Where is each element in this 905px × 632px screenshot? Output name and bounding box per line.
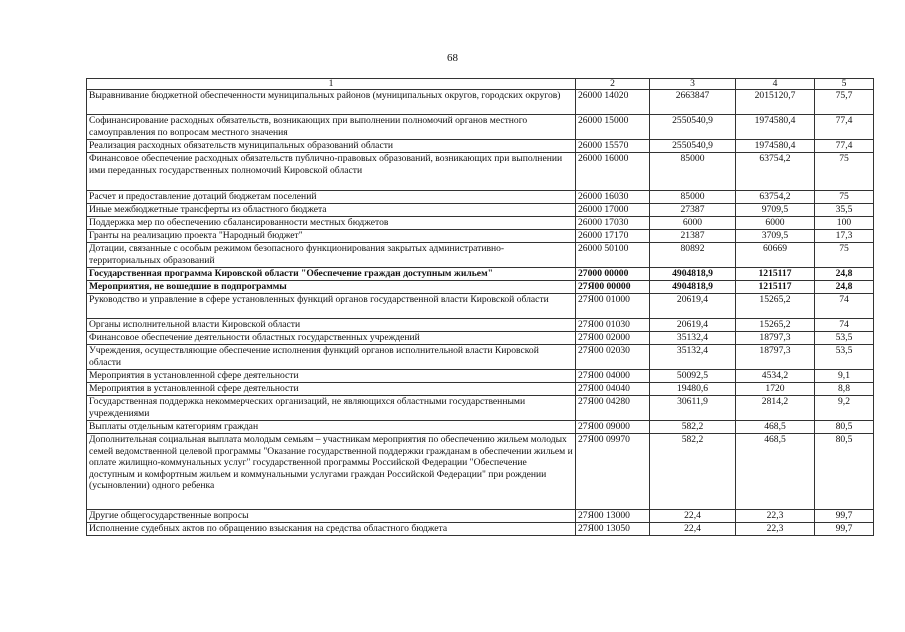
table-row — [87, 191, 874, 204]
table-row — [87, 153, 874, 191]
row-code-cell: 27Я00 02000 — [576, 332, 650, 345]
row-percent-cell: 17,3 — [815, 230, 874, 243]
header-col-3: 3 — [650, 79, 736, 90]
row-percent-cell: 53,5 — [815, 332, 874, 345]
row-plan-cell: 582,2 — [650, 434, 736, 510]
table-row — [87, 383, 874, 396]
row-code-cell: 26000 17000 — [576, 204, 650, 217]
row-plan-cell: 4904818,9 — [650, 281, 736, 294]
table-row — [87, 523, 874, 536]
row-plan-cell: 20619,4 — [650, 294, 736, 319]
row-name-cell: Государственная программа Кировской области "Обеспечение граждан доступным жильем" — [87, 268, 576, 281]
row-percent-cell: 80,5 — [815, 421, 874, 434]
row-plan-cell: 50092,5 — [650, 370, 736, 383]
row-code-cell: 27Я00 09000 — [576, 421, 650, 434]
row-code-cell: 26000 15570 — [576, 140, 650, 153]
header-col-4: 4 — [736, 79, 815, 90]
row-name-cell: Выравнивание бюджетной обеспеченности муниципальных районов (муниципальных округов, городских округов) — [87, 90, 576, 115]
row-name-cell: Мероприятия в установленной сфере деятельности — [87, 370, 576, 383]
table-row — [87, 434, 874, 510]
table-row — [87, 115, 874, 140]
row-plan-cell: 2550540,9 — [650, 140, 736, 153]
row-name-cell: Исполнение судебных актов по обращению взыскания на средства областного бюджета — [87, 523, 576, 536]
row-actual-cell: 3709,5 — [736, 230, 815, 243]
row-plan-cell: 21387 — [650, 230, 736, 243]
table-row — [87, 396, 874, 421]
row-plan-cell: 22,4 — [650, 510, 736, 523]
row-actual-cell: 1974580,4 — [736, 140, 815, 153]
row-plan-cell: 80892 — [650, 243, 736, 268]
row-plan-cell: 22,4 — [650, 523, 736, 536]
row-code-cell: 27Я00 09970 — [576, 434, 650, 510]
row-actual-cell: 22,3 — [736, 523, 815, 536]
row-percent-cell: 77,4 — [815, 140, 874, 153]
row-plan-cell: 2663847 — [650, 90, 736, 115]
table-row — [87, 268, 874, 281]
row-percent-cell: 77,4 — [815, 115, 874, 140]
row-percent-cell: 75 — [815, 153, 874, 191]
row-actual-cell: 63754,2 — [736, 191, 815, 204]
row-plan-cell: 6000 — [650, 217, 736, 230]
row-percent-cell: 99,7 — [815, 523, 874, 536]
row-actual-cell: 1215117 — [736, 281, 815, 294]
row-name-cell: Органы исполнительной власти Кировской области — [87, 319, 576, 332]
row-actual-cell: 15265,2 — [736, 319, 815, 332]
row-actual-cell: 22,3 — [736, 510, 815, 523]
row-actual-cell: 6000 — [736, 217, 815, 230]
row-code-cell: 27Я00 00000 — [576, 281, 650, 294]
row-percent-cell: 74 — [815, 294, 874, 319]
row-percent-cell: 9,2 — [815, 396, 874, 421]
row-actual-cell: 468,5 — [736, 421, 815, 434]
row-percent-cell: 74 — [815, 319, 874, 332]
row-plan-cell: 20619,4 — [650, 319, 736, 332]
table-row — [87, 90, 874, 115]
row-name-cell: Финансовое обеспечение расходных обязательств публично-правовых образований, возникающих при выполнении ими переданных государственных полномочий Кировской области — [87, 153, 576, 191]
row-name-cell: Руководство и управление в сфере установленных функций органов государственной власти Кировской области — [87, 294, 576, 319]
row-actual-cell: 9709,5 — [736, 204, 815, 217]
row-percent-cell: 9,1 — [815, 370, 874, 383]
row-name-cell: Дотации, связанные с особым режимом безопасного функционирования закрытых административно-территориальных образований — [87, 243, 576, 268]
table-row — [87, 510, 874, 523]
table-header-row — [87, 79, 874, 90]
row-name-cell: Выплаты отдельным категориям граждан — [87, 421, 576, 434]
row-name-cell: Иные межбюджетные трансферты из областного бюджета — [87, 204, 576, 217]
row-plan-cell: 4904818,9 — [650, 268, 736, 281]
row-code-cell: 27Я00 13000 — [576, 510, 650, 523]
row-plan-cell: 85000 — [650, 153, 736, 191]
row-code-cell: 27Я00 01030 — [576, 319, 650, 332]
table-row — [87, 294, 874, 319]
row-code-cell: 27Я00 02030 — [576, 345, 650, 370]
row-plan-cell: 85000 — [650, 191, 736, 204]
table-row — [87, 230, 874, 243]
table-row — [87, 332, 874, 345]
row-plan-cell: 19480,6 — [650, 383, 736, 396]
row-actual-cell: 1974580,4 — [736, 115, 815, 140]
table-row — [87, 140, 874, 153]
row-name-cell: Поддержка мер по обеспечению сбалансированности местных бюджетов — [87, 217, 576, 230]
row-code-cell: 27Я00 01000 — [576, 294, 650, 319]
row-plan-cell: 35132,4 — [650, 345, 736, 370]
row-code-cell: 27Я00 04280 — [576, 396, 650, 421]
table-row — [87, 319, 874, 332]
row-code-cell: 26000 16000 — [576, 153, 650, 191]
row-actual-cell: 2814,2 — [736, 396, 815, 421]
table-row — [87, 243, 874, 268]
row-name-cell: Реализация расходных обязательств муниципальных образований области — [87, 140, 576, 153]
row-name-cell: Расчет и предоставление дотаций бюджетам поселений — [87, 191, 576, 204]
row-actual-cell: 15265,2 — [736, 294, 815, 319]
row-actual-cell: 468,5 — [736, 434, 815, 510]
row-code-cell: 26000 15000 — [576, 115, 650, 140]
row-actual-cell: 18797,3 — [736, 345, 815, 370]
row-percent-cell: 80,5 — [815, 434, 874, 510]
table-row — [87, 217, 874, 230]
header-col-1: 1 — [87, 79, 576, 90]
row-plan-cell: 35132,4 — [650, 332, 736, 345]
row-actual-cell: 63754,2 — [736, 153, 815, 191]
table-row — [87, 421, 874, 434]
table-row — [87, 345, 874, 370]
row-plan-cell: 2550540,9 — [650, 115, 736, 140]
row-name-cell: Государственная поддержка некоммерческих организаций, не являющихся областными государственными учреждениями — [87, 396, 576, 421]
row-name-cell: Софинансирование расходных обязательств, возникающих при выполнении полномочий органов местного самоуправления по вопросам местного значения — [87, 115, 576, 140]
row-code-cell: 27Я00 13050 — [576, 523, 650, 536]
row-actual-cell: 18797,3 — [736, 332, 815, 345]
table-row — [87, 370, 874, 383]
page-number: 68 — [447, 52, 458, 64]
row-code-cell: 27Я00 04040 — [576, 383, 650, 396]
row-percent-cell: 24,8 — [815, 268, 874, 281]
row-code-cell: 26000 14020 — [576, 90, 650, 115]
row-code-cell: 26000 16030 — [576, 191, 650, 204]
budget-table — [86, 78, 874, 536]
row-actual-cell: 2015120,7 — [736, 90, 815, 115]
row-name-cell: Финансовое обеспечение деятельности областных государственных учреждений — [87, 332, 576, 345]
row-actual-cell: 1215117 — [736, 268, 815, 281]
row-percent-cell: 75 — [815, 243, 874, 268]
row-percent-cell: 24,8 — [815, 281, 874, 294]
row-actual-cell: 4534,2 — [736, 370, 815, 383]
row-plan-cell: 30611,9 — [650, 396, 736, 421]
row-name-cell: Другие общегосударственные вопросы — [87, 510, 576, 523]
row-code-cell: 27Я00 04000 — [576, 370, 650, 383]
table-row — [87, 204, 874, 217]
row-percent-cell: 99,7 — [815, 510, 874, 523]
row-code-cell: 26000 50100 — [576, 243, 650, 268]
row-plan-cell: 27387 — [650, 204, 736, 217]
table-row — [87, 281, 874, 294]
row-name-cell: Мероприятия, не вошедшие в подпрограммы — [87, 281, 576, 294]
row-percent-cell: 8,8 — [815, 383, 874, 396]
row-name-cell: Учреждения, осуществляющие обеспечение исполнения функций органов исполнительной власти Кировской области — [87, 345, 576, 370]
row-percent-cell: 75,7 — [815, 90, 874, 115]
row-code-cell: 26000 17170 — [576, 230, 650, 243]
row-percent-cell: 75 — [815, 191, 874, 204]
row-percent-cell: 35,5 — [815, 204, 874, 217]
row-code-cell: 26000 17030 — [576, 217, 650, 230]
row-name-cell: Мероприятия в установленной сфере деятельности — [87, 383, 576, 396]
row-actual-cell: 1720 — [736, 383, 815, 396]
row-code-cell: 27000 00000 — [576, 268, 650, 281]
row-name-cell: Дополнительная социальная выплата молодым семьям – участникам мероприятия по обеспечению жильем молодых семей ведомственной целевой программы "Оказание государственной поддержки гражданам в обеспечении жильем и оплате жилищно-коммунальных услуг" государственной программы Российской Федерации "Обеспечение доступным и комфортным жильем и коммунальными услугами граждан Российской Федерации" при рождении (усыновлении) одного ребенка — [87, 434, 576, 510]
row-percent-cell: 53,5 — [815, 345, 874, 370]
row-name-cell: Гранты на реализацию проекта "Народный бюджет" — [87, 230, 576, 243]
row-actual-cell: 60669 — [736, 243, 815, 268]
row-plan-cell: 582,2 — [650, 421, 736, 434]
row-percent-cell: 100 — [815, 217, 874, 230]
header-col-2: 2 — [576, 79, 650, 90]
header-col-5: 5 — [815, 79, 874, 90]
